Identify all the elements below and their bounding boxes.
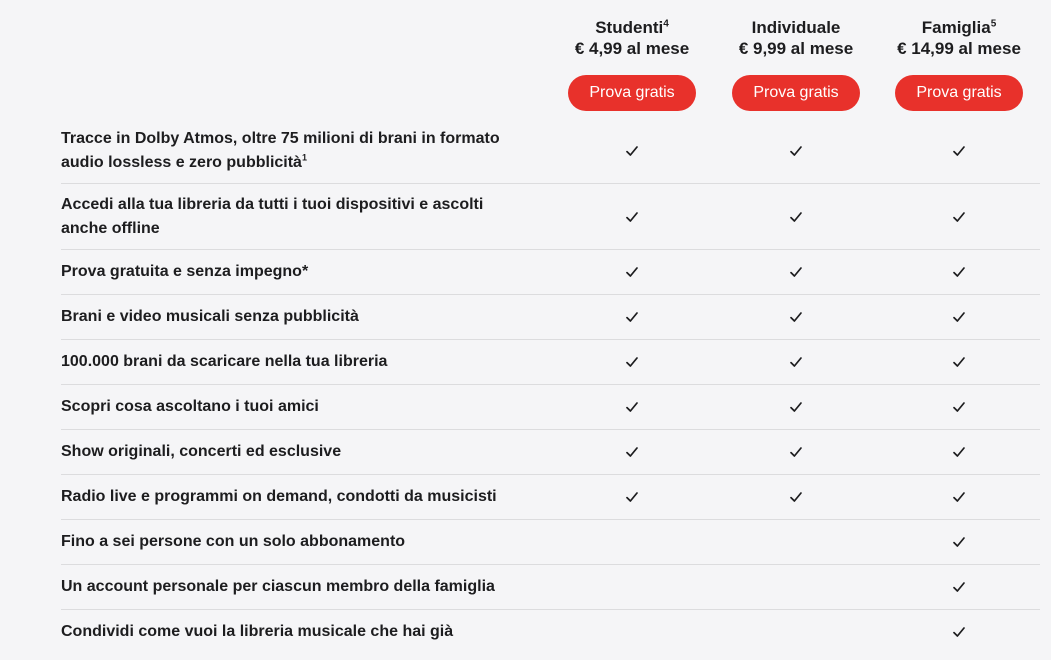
checkmark-icon	[624, 444, 640, 460]
feature-row	[61, 610, 1040, 654]
checkmark-icon	[624, 143, 640, 159]
feature-label: Prova gratuita e senza impegno*	[61, 263, 309, 280]
feature-row	[61, 340, 1040, 385]
plan-famiglia	[874, 17, 1044, 111]
feature-label: Brani e video musicali senza pubblicità	[61, 308, 359, 325]
checkmark-icon	[951, 579, 967, 595]
checkmark-icon	[951, 209, 967, 225]
feature-row	[61, 565, 1040, 610]
feature-row	[61, 430, 1040, 475]
checkmark-icon	[788, 209, 804, 225]
checkmark-icon	[788, 264, 804, 280]
checkmark-icon	[624, 264, 640, 280]
feature-row	[61, 475, 1040, 520]
checkmark-icon	[624, 399, 640, 415]
plan-individuale	[711, 17, 881, 111]
checkmark-icon	[951, 399, 967, 415]
feature-row	[61, 295, 1040, 340]
plan-name: Famiglia$^5$	[921, 18, 997, 37]
checkmark-icon	[951, 309, 967, 325]
feature-row	[61, 520, 1040, 565]
plan-price: € 14,99 al mese	[897, 39, 1021, 58]
checkmark-icon	[951, 624, 967, 640]
checkmark-icon	[788, 399, 804, 415]
feature-comparison-table	[61, 118, 1040, 654]
checkmark-icon	[951, 534, 967, 550]
try-free-button-famiglia[interactable]: Prova gratis	[895, 75, 1023, 111]
plan-name: Studenti$^4$	[595, 18, 669, 37]
checkmark-icon	[788, 354, 804, 370]
checkmark-icon	[951, 354, 967, 370]
checkmark-icon	[624, 354, 640, 370]
checkmark-icon	[951, 489, 967, 505]
checkmark-icon	[951, 444, 967, 460]
plan-price: € 9,99 al mese	[738, 39, 854, 58]
feature-label: Accedi alla tua libreria da tutti i tuoi dispositivi e ascolti anche offline	[61, 195, 484, 237]
feature-label: Condividi come vuoi la libreria musicale che hai già	[61, 623, 454, 640]
feature-label: Un account personale per ciascun membro della famiglia	[61, 578, 495, 595]
plan-name: Individuale	[751, 18, 841, 37]
feature-row	[61, 385, 1040, 430]
feature-row	[61, 250, 1040, 295]
feature-label: Scopri cosa ascoltano i tuoi amici	[61, 398, 319, 415]
checkmark-icon	[788, 143, 804, 159]
checkmark-icon	[788, 309, 804, 325]
try-free-button-studenti[interactable]: Prova gratis	[568, 75, 696, 111]
feature-label: Fino a sei persone con un solo abbonamento	[61, 533, 406, 550]
try-free-button-individuale[interactable]: Prova gratis	[732, 75, 860, 111]
feature-label: Radio live e programmi on demand, condotti da musicisti	[61, 488, 497, 505]
plan-studenti	[547, 17, 717, 111]
feature-label: Tracce in Dolby Atmos, oltre 75 milioni di brani in formato audio lossless e zero pubblicità$^1$	[61, 129, 500, 171]
checkmark-icon	[788, 489, 804, 505]
checkmark-icon	[951, 143, 967, 159]
feature-label: Show originali, concerti ed esclusive	[61, 443, 342, 460]
plan-price: € 4,99 al mese	[574, 39, 690, 58]
feature-label: 100.000 brani da scaricare nella tua libreria	[61, 353, 388, 370]
checkmark-icon	[624, 489, 640, 505]
feature-row	[61, 118, 1040, 184]
checkmark-icon	[788, 444, 804, 460]
feature-row	[61, 184, 1040, 250]
checkmark-icon	[624, 209, 640, 225]
checkmark-icon	[951, 264, 967, 280]
checkmark-icon	[624, 309, 640, 325]
